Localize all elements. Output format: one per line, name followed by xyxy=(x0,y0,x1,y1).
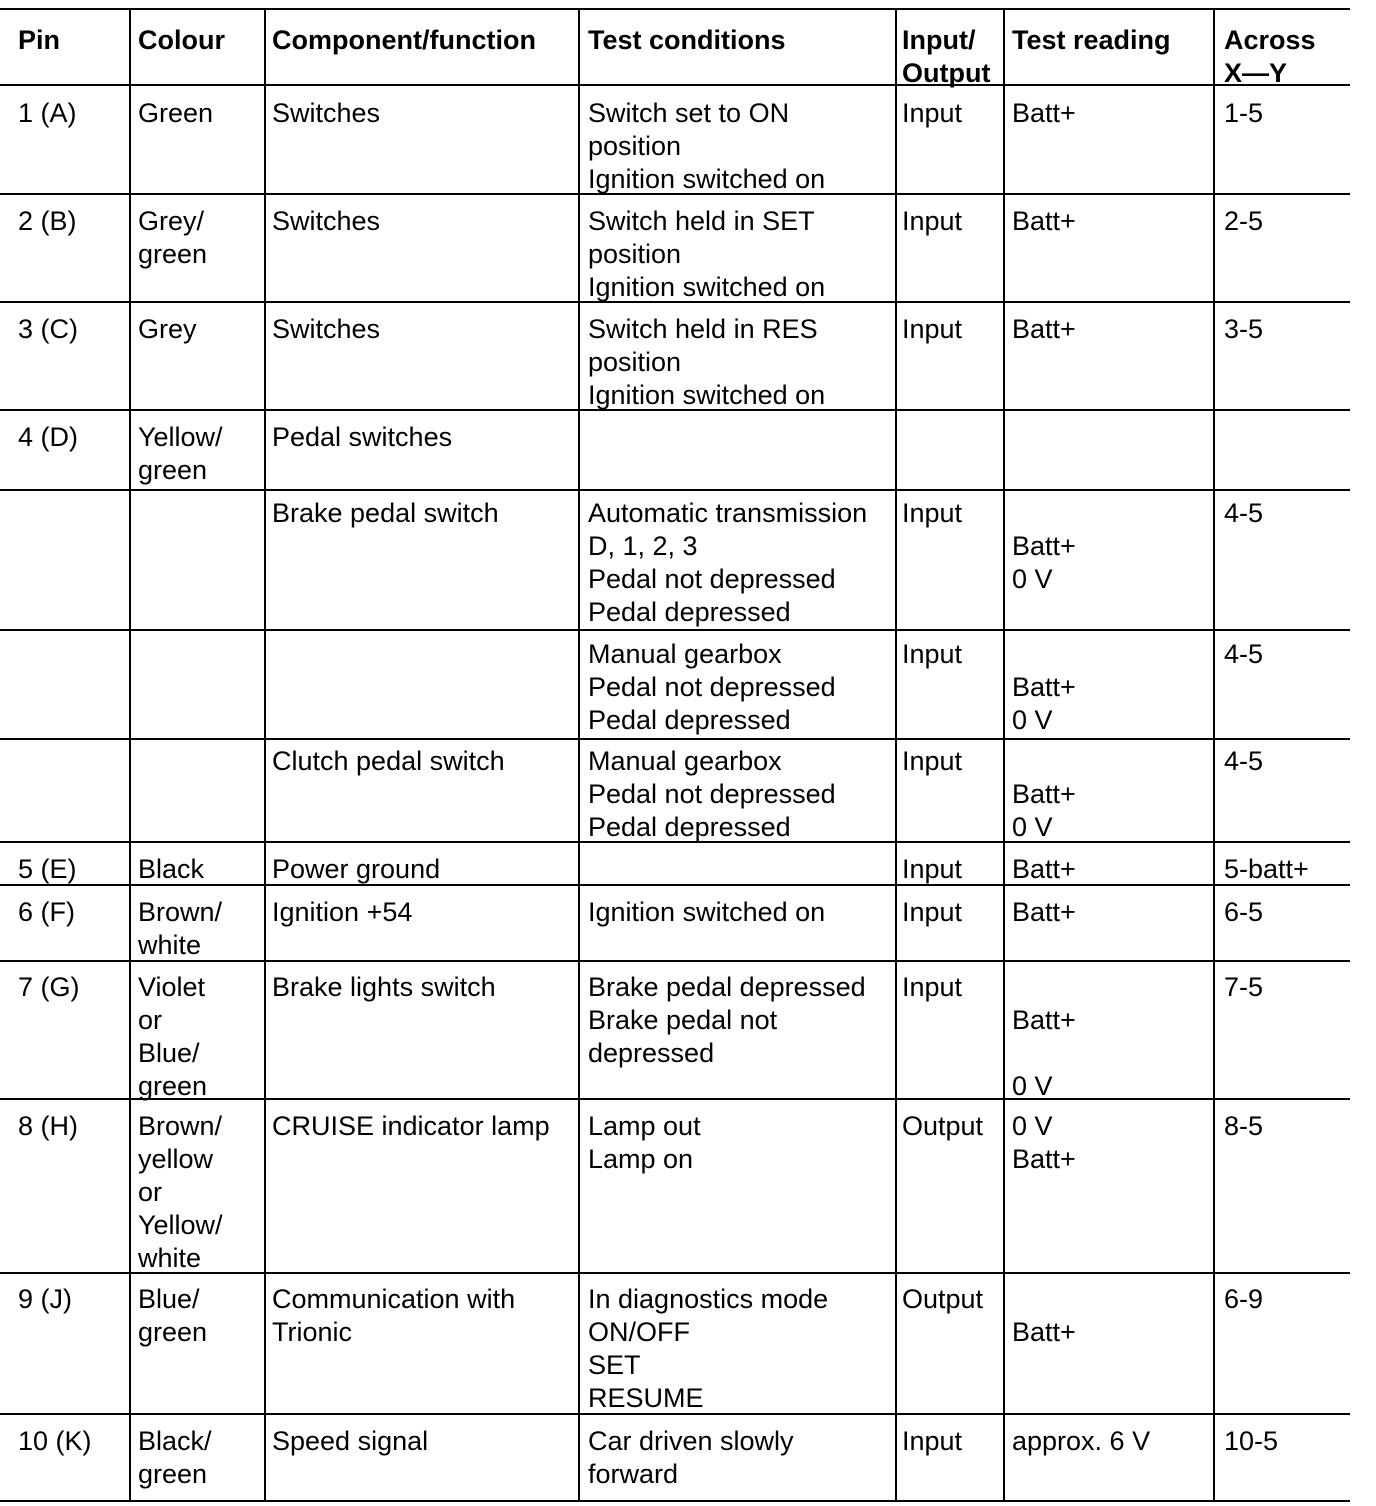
cell-colour: Brown/ yellow or Yellow/ white xyxy=(138,1111,223,1273)
cell-conditions: Car driven slowly forward xyxy=(588,1426,794,1489)
table-top-border xyxy=(0,8,1350,10)
cell-across: 2-5 xyxy=(1224,206,1264,236)
cell-reading: approx. 6 V xyxy=(1012,1426,1151,1456)
cell-colour: Grey xyxy=(138,314,197,344)
cell-across: 5-batt+ xyxy=(1224,854,1309,884)
cell-component: Switches xyxy=(272,314,381,344)
cell-colour: Black xyxy=(138,854,205,884)
cell-conditions: Switch held in RES position Ignition switched on xyxy=(588,314,826,410)
column-divider xyxy=(264,8,266,1500)
cell-io: Input xyxy=(902,746,963,776)
column-header-component: Component/function xyxy=(272,25,536,55)
cell-reading: Batt+ 0 V xyxy=(1012,779,1076,842)
cell-component: CRUISE indicator lamp xyxy=(272,1111,550,1141)
cell-conditions: Automatic transmission D, 1, 2, 3 Pedal not depressed Pedal depressed xyxy=(588,498,868,627)
row-divider xyxy=(0,84,1350,86)
cell-across: 7-5 xyxy=(1224,972,1264,1002)
cell-conditions: Brake pedal depressed Brake pedal not depressed xyxy=(588,972,866,1068)
cell-reading: Batt+ 0 V xyxy=(1012,1005,1076,1101)
cell-across: 4-5 xyxy=(1224,639,1264,669)
cell-across: 8-5 xyxy=(1224,1111,1264,1141)
cell-across: 1-5 xyxy=(1224,98,1264,128)
cell-conditions: Manual gearbox Pedal not depressed Pedal depressed xyxy=(588,746,836,842)
cell-reading: Batt+ xyxy=(1012,206,1076,236)
column-divider xyxy=(578,8,580,1500)
cell-across: 4-5 xyxy=(1224,746,1264,776)
cell-across: 4-5 xyxy=(1224,498,1264,528)
column-header-across: Across X—Y xyxy=(1224,25,1316,88)
cell-conditions: Manual gearbox Pedal not depressed Pedal depressed xyxy=(588,639,836,735)
cell-io: Input xyxy=(902,1426,963,1456)
cell-io: Input xyxy=(902,314,963,344)
cell-conditions: In diagnostics mode ON/OFF SET RESUME xyxy=(588,1284,829,1413)
column-divider xyxy=(895,8,897,1500)
cell-reading: Batt+ xyxy=(1012,854,1076,884)
cell-colour: Violet or Blue/ green xyxy=(138,972,208,1101)
cell-reading: Batt+ xyxy=(1012,98,1076,128)
row-divider xyxy=(0,738,1350,740)
cell-reading: Batt+ xyxy=(1012,314,1076,344)
column-divider xyxy=(129,8,131,1500)
cell-across: 6-5 xyxy=(1224,897,1264,927)
cell-io: Input xyxy=(902,854,963,884)
cell-component: Communication with Trionic xyxy=(272,1284,516,1347)
cell-pin: 9 (J) xyxy=(18,1284,72,1314)
column-header-colour: Colour xyxy=(138,25,225,55)
cell-pin: 2 (B) xyxy=(18,206,77,236)
cell-component: Brake pedal switch xyxy=(272,498,499,528)
cell-component: Switches xyxy=(272,98,381,128)
cell-io: Input xyxy=(902,972,963,1002)
cell-pin: 3 (C) xyxy=(18,314,78,344)
cell-colour: Grey/ green xyxy=(138,206,208,269)
cell-component: Brake lights switch xyxy=(272,972,496,1002)
cell-pin: 6 (F) xyxy=(18,897,75,927)
cell-colour: Blue/ green xyxy=(138,1284,208,1347)
cell-io: Output xyxy=(902,1111,984,1141)
cell-pin: 5 (E) xyxy=(18,854,77,884)
column-header-conditions: Test conditions xyxy=(588,25,786,55)
cell-component: Speed signal xyxy=(272,1426,429,1456)
cell-conditions: Switch held in SET position Ignition switched on xyxy=(588,206,826,302)
column-header-reading: Test reading xyxy=(1012,25,1171,55)
cell-pin: 4 (D) xyxy=(18,422,78,452)
cell-io: Input xyxy=(902,498,963,528)
cell-reading: Batt+ xyxy=(1012,897,1076,927)
cell-reading: Batt+ 0 V xyxy=(1012,672,1076,735)
cell-component: Ignition +54 xyxy=(272,897,413,927)
cell-pin: 8 (H) xyxy=(18,1111,78,1141)
cell-reading: Batt+ xyxy=(1012,1317,1076,1347)
cell-colour: Black/ green xyxy=(138,1426,212,1489)
cell-io: Input xyxy=(902,897,963,927)
cell-io: Input xyxy=(902,639,963,669)
column-header-pin: Pin xyxy=(18,25,61,55)
cell-component: Power ground xyxy=(272,854,441,884)
cell-reading: Batt+ 0 V xyxy=(1012,531,1076,594)
cell-conditions: Switch set to ON position Ignition switched on xyxy=(588,98,826,194)
cell-across: 6-9 xyxy=(1224,1284,1264,1314)
cell-component: Switches xyxy=(272,206,381,236)
column-divider xyxy=(1003,8,1005,1500)
cell-conditions: Lamp out Lamp on xyxy=(588,1111,701,1174)
cell-pin: 7 (G) xyxy=(18,972,80,1002)
cell-colour: Yellow/ green xyxy=(138,422,223,485)
column-divider xyxy=(1213,8,1215,1500)
cell-component: Pedal switches xyxy=(272,422,453,452)
cell-across: 3-5 xyxy=(1224,314,1264,344)
cell-component: Clutch pedal switch xyxy=(272,746,505,776)
column-header-io: Input/ Output xyxy=(902,25,991,88)
cell-colour: Green xyxy=(138,98,214,128)
cell-reading: 0 V Batt+ xyxy=(1012,1111,1076,1174)
cell-pin: 10 (K) xyxy=(18,1426,92,1456)
row-divider xyxy=(0,489,1350,491)
cell-io: Input xyxy=(902,206,963,236)
table-bottom-border xyxy=(0,1500,1350,1502)
cell-colour: Brown/ white xyxy=(138,897,223,960)
row-divider xyxy=(0,629,1350,631)
cell-pin: 1 (A) xyxy=(18,98,77,128)
cell-io: Output xyxy=(902,1284,984,1314)
cell-across: 10-5 xyxy=(1224,1426,1279,1456)
cell-io: Input xyxy=(902,98,963,128)
cell-conditions: Ignition switched on xyxy=(588,897,826,927)
